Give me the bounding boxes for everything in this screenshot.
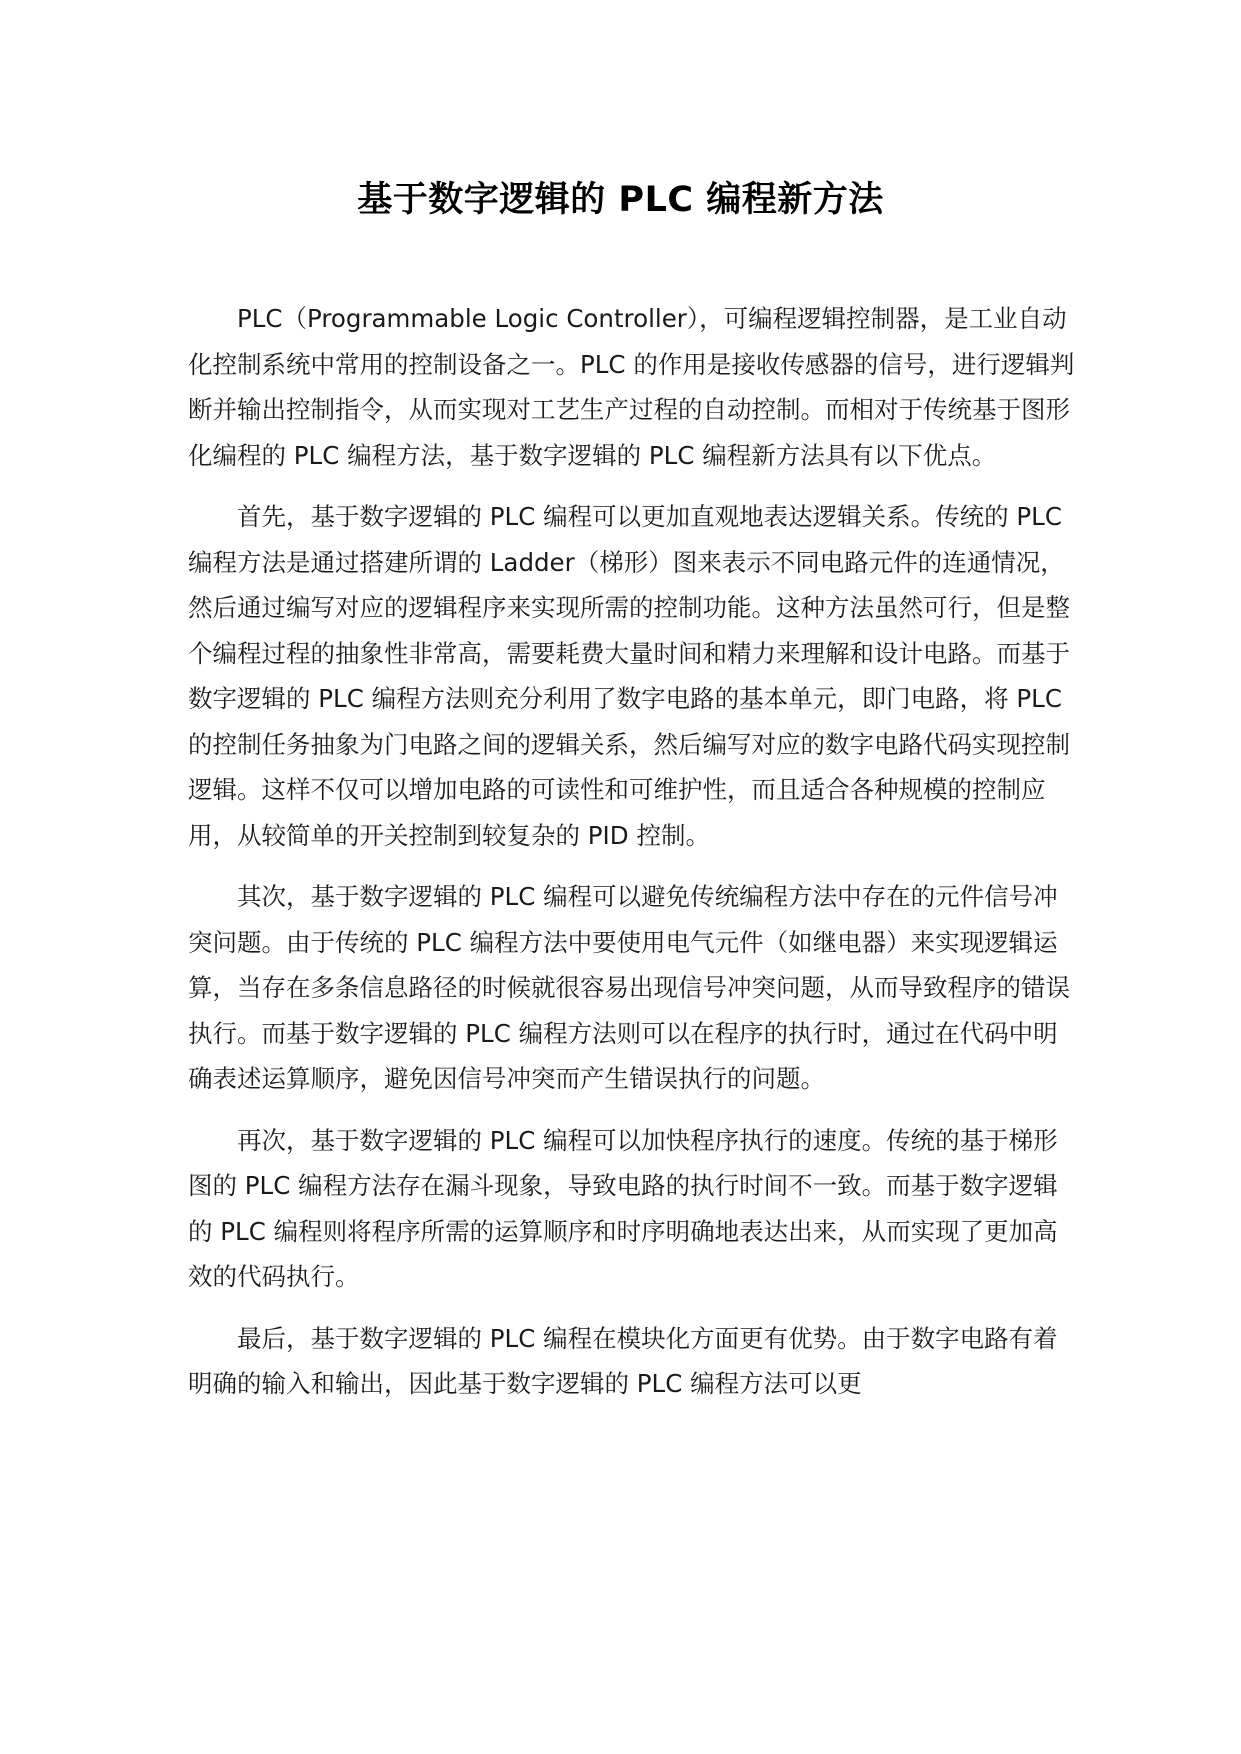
paragraph-first-advantage: 首先，基于数字逻辑的 PLC 编程可以更加直观地表达逻辑关系。传统的 PLC 编程方法是通过搭建所谓的 Ladder（梯形）图来表示不同电路元件的连通情况，然后通过编写对应的逻辑程序来实现所需的控制功能。这种方法虽然可行，但是整个编程过程的抽象性非常高，需要耗费大量时间和精力来理解和设计电路。而基于数字逻辑的 PLC 编程方法则充分利用了数字电路的基本单元，即门电路，将 PLC 的控制任务抽象为门电路之间的逻辑关系，然后编写对应的数字电路代码实现控制逻辑。这样不仅可以增加电路的可读性和可维护性，而且适合各种规模的控制应用，从较简单的开关控制到较复杂的 PID 控制。	[188, 502, 1070, 850]
paragraph-second-advantage: 其次，基于数字逻辑的 PLC 编程可以避免传统编程方法中存在的元件信号冲突问题。由于传统的 PLC 编程方法中要使用电气元件（如继电器）来实现逻辑运算，当存在多条信息路径的时候就很容易出现信号冲突问题，从而导致程序的错误执行。而基于数字逻辑的 PLC 编程方法则可以在程序的执行时，通过在代码中明确表述运算顺序，避免因信号冲突而产生错误执行的问题。	[188, 882, 1070, 1093]
document-title: 基于数字逻辑的 PLC 编程新方法	[357, 180, 884, 220]
paragraph-fourth-advantage: 最后，基于数字逻辑的 PLC 编程在模块化方面更有优势。由于数字电路有着明确的输入和输出，因此基于数字逻辑的 PLC 编程方法可以更	[188, 1323, 1058, 1398]
paragraph-third-advantage: 再次，基于数字逻辑的 PLC 编程可以加快程序执行的速度。传统的基于梯形图的 PLC 编程方法存在漏斗现象，导致电路的执行时间不一致。而基于数字逻辑的 PLC 编程则将程序所需的运算顺序和时序明确地表达出来，从而实现了更加高效的代码执行。	[188, 1125, 1058, 1291]
paragraph-intro: PLC（Programmable Logic Controller），可编程逻辑控制器，是工业自动化控制系统中常用的控制设备之一。PLC 的作用是接收传感器的信号，进行逻辑判断并输出控制指令，从而实现对工艺生产过程的自动控制。而相对于传统基于图形化编程的 PLC 编程方法，基于数字逻辑的 PLC 编程新方法具有以下优点。	[188, 304, 1075, 470]
document-body	[188, 296, 1078, 1423]
